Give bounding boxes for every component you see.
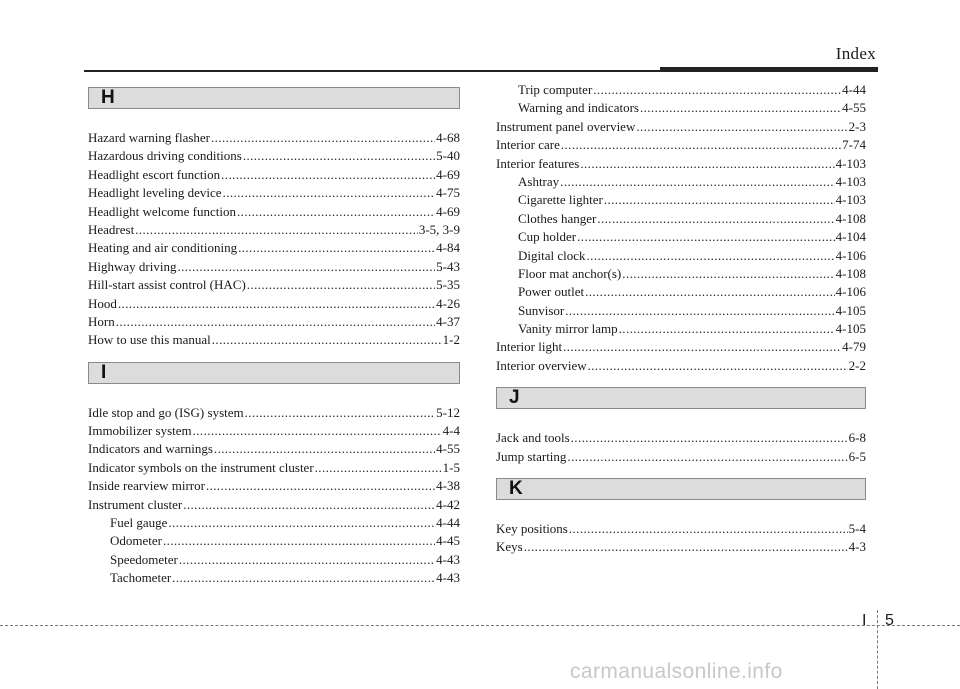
section-letter: H xyxy=(101,87,115,108)
section-letter: J xyxy=(509,387,520,409)
index-entry[interactable]: Instrument panel overview ..... 2-3 xyxy=(496,118,866,136)
index-entry[interactable]: Heating and air conditioning ..... 4-84 xyxy=(88,239,460,257)
index-entry[interactable]: Inside rearview mirror ..... 4-38 xyxy=(88,477,460,495)
index-list-h xyxy=(88,129,460,350)
index-entry[interactable]: Interior features ..... 4-103 xyxy=(496,155,866,173)
left-column xyxy=(88,87,460,588)
watermark: carmanualsonline.info xyxy=(570,660,783,683)
index-entry[interactable]: Headlight escort function ..... 4-69 xyxy=(88,166,460,184)
index-subentry[interactable]: Floor mat anchor(s) ..... 4-108 xyxy=(496,265,866,283)
index-entry[interactable]: Key positions ..... 5-4 xyxy=(496,520,866,538)
index-entry[interactable]: Instrument cluster ..... 4-42 xyxy=(88,496,460,514)
index-entry[interactable]: Highway driving ..... 5-43 xyxy=(88,258,460,276)
index-subentry[interactable]: Power outlet ..... 4-106 xyxy=(496,283,866,301)
section-letter: I xyxy=(101,361,107,383)
index-entry[interactable]: Immobilizer system ..... 4-4 xyxy=(88,422,460,440)
index-entry[interactable]: Keys ..... 4-3 xyxy=(496,538,866,556)
section-letter: K xyxy=(509,478,523,500)
footer-section-label: I xyxy=(862,612,867,629)
index-entry[interactable]: Jump starting ..... 6-5 xyxy=(496,448,866,466)
index-entry[interactable]: Jack and tools ..... 6-8 xyxy=(496,429,866,447)
index-entry[interactable]: Interior care ..... 7-74 xyxy=(496,136,866,154)
section-header-j xyxy=(496,387,866,409)
index-entry[interactable]: Indicator symbols on the instrument cluster ..... 1-5 xyxy=(88,459,460,477)
index-subentry[interactable]: Vanity mirror lamp ..... 4-105 xyxy=(496,320,866,338)
index-subentry[interactable]: Tachometer ..... 4-43 xyxy=(88,569,460,587)
footer-rule xyxy=(0,625,960,626)
index-entry[interactable]: Idle stop and go (ISG) system ..... 5-12 xyxy=(88,404,460,422)
index-subentry[interactable]: Digital clock ..... 4-106 xyxy=(496,247,866,265)
right-column xyxy=(496,81,866,557)
index-subentry[interactable]: Fuel gauge ..... 4-44 xyxy=(88,514,460,532)
index-subentry[interactable]: Cigarette lighter ..... 4-103 xyxy=(496,191,866,209)
index-entry[interactable]: Horn ..... 4-37 xyxy=(88,313,460,331)
page-title: Index xyxy=(835,44,876,63)
index-entry[interactable]: Headlight welcome function ..... 4-69 xyxy=(88,203,460,221)
footer-divider xyxy=(877,610,878,689)
index-entry[interactable]: Hood ..... 4-26 xyxy=(88,295,460,313)
index-list-i-continued xyxy=(496,81,866,375)
index-subentry[interactable]: Cup holder ..... 4-104 xyxy=(496,228,866,246)
index-list-j xyxy=(496,429,866,466)
index-subentry[interactable]: Sunvisor ..... 4-105 xyxy=(496,302,866,320)
index-subentry[interactable]: Speedometer ..... 4-43 xyxy=(88,551,460,569)
index-entry[interactable]: Interior overview ..... 2-2 xyxy=(496,357,866,375)
index-list-i xyxy=(88,404,460,588)
section-header-k xyxy=(496,478,866,500)
index-entry[interactable]: How to use this manual ..... 1-2 xyxy=(88,331,460,349)
index-subentry[interactable]: Warning and indicators ..... 4-55 xyxy=(496,99,866,117)
index-entry[interactable]: Interior light ..... 4-79 xyxy=(496,338,866,356)
index-subentry[interactable]: Trip computer ..... 4-44 xyxy=(496,81,866,99)
header-rule-accent xyxy=(660,67,878,72)
section-header-h xyxy=(88,87,460,109)
index-list-k xyxy=(496,520,866,557)
index-entry[interactable]: Hill-start assist control (HAC) ..... 5-35 xyxy=(88,276,460,294)
index-subentry[interactable]: Ashtray ..... 4-103 xyxy=(496,173,866,191)
index-subentry[interactable]: Clothes hanger ..... 4-108 xyxy=(496,210,866,228)
index-entry[interactable]: Hazard warning flasher ..... 4-68 xyxy=(88,129,460,147)
index-entry[interactable]: Hazardous driving conditions ..... 5-40 xyxy=(88,147,460,165)
index-entry[interactable]: Headlight leveling device ..... 4-75 xyxy=(88,184,460,202)
footer-page-number: 5 xyxy=(885,612,894,629)
section-header-i xyxy=(88,362,460,384)
index-entry[interactable]: Indicators and warnings ..... 4-55 xyxy=(88,440,460,458)
index-entry[interactable]: Headrest ..... 3-5, 3-9 xyxy=(88,221,460,239)
index-subentry[interactable]: Odometer ..... 4-45 xyxy=(88,532,460,550)
